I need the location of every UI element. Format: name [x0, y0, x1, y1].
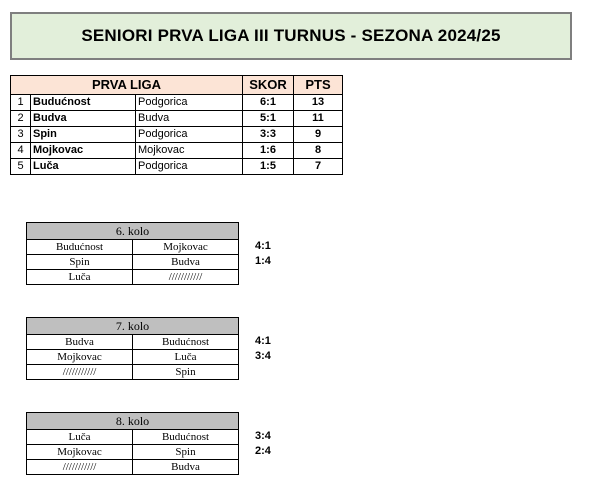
skor-cell: 6:1 — [243, 95, 294, 111]
round-6-scores — [255, 239, 271, 269]
skor-cell: 1:6 — [243, 143, 294, 159]
rank-cell: 3 — [11, 127, 31, 143]
round-6-table — [26, 222, 239, 285]
table-row — [11, 111, 343, 127]
home-team: /////////// — [27, 460, 133, 475]
round-7-scores — [255, 334, 271, 364]
team-cell: Mojkovac — [31, 143, 136, 159]
match-row — [27, 460, 239, 475]
match-score: 4:1 — [255, 335, 271, 347]
team-cell: Spin — [31, 127, 136, 143]
skor-header: SKOR — [243, 76, 294, 95]
pts-cell: 13 — [294, 95, 343, 111]
rank-cell: 1 — [11, 95, 31, 111]
round-8-table — [26, 412, 239, 475]
match-score: 3:4 — [255, 350, 271, 362]
home-team: /////////// — [27, 365, 133, 380]
home-team: Budva — [27, 335, 133, 350]
away-team: Budućnost — [133, 430, 239, 445]
standings-header-row — [11, 76, 343, 95]
match-row — [27, 365, 239, 380]
city-cell: Mojkovac — [136, 143, 243, 159]
away-team: Luča — [133, 350, 239, 365]
standings-table — [10, 75, 343, 175]
skor-cell: 1:5 — [243, 159, 294, 175]
home-team: Luča — [27, 430, 133, 445]
home-team: Luča — [27, 270, 133, 285]
away-team: Budva — [133, 460, 239, 475]
rank-cell: 2 — [11, 111, 31, 127]
away-team: Budućnost — [133, 335, 239, 350]
away-team: /////////// — [133, 270, 239, 285]
home-team: Budućnost — [27, 240, 133, 255]
match-row — [27, 335, 239, 350]
match-score: 1:4 — [255, 255, 271, 267]
away-team: Mojkovac — [133, 240, 239, 255]
match-row — [27, 430, 239, 445]
city-cell: Podgorica — [136, 159, 243, 175]
away-team: Spin — [133, 445, 239, 460]
match-row — [27, 350, 239, 365]
match-row — [27, 240, 239, 255]
round-title: 7. kolo — [27, 318, 239, 335]
pts-header: PTS — [294, 76, 343, 95]
match-row — [27, 255, 239, 270]
pts-cell: 8 — [294, 143, 343, 159]
table-row — [11, 127, 343, 143]
match-score: 3:4 — [255, 430, 271, 442]
league-header: PRVA LIGA — [11, 76, 243, 95]
page-title: SENIORI PRVA LIGA III TURNUS - SEZONA 2024/25 — [10, 12, 572, 60]
pts-cell: 7 — [294, 159, 343, 175]
match-score: 4:1 — [255, 240, 271, 252]
match-row — [27, 445, 239, 460]
match-score: 2:4 — [255, 445, 271, 457]
table-row — [11, 143, 343, 159]
skor-cell: 5:1 — [243, 111, 294, 127]
away-team: Budva — [133, 255, 239, 270]
team-cell: Budva — [31, 111, 136, 127]
round-8-scores — [255, 429, 271, 459]
team-cell: Luča — [31, 159, 136, 175]
city-cell: Podgorica — [136, 95, 243, 111]
pts-cell: 9 — [294, 127, 343, 143]
away-team: Spin — [133, 365, 239, 380]
table-row — [11, 95, 343, 111]
home-team: Mojkovac — [27, 350, 133, 365]
team-cell: Budućnost — [31, 95, 136, 111]
city-cell: Podgorica — [136, 127, 243, 143]
rank-cell: 5 — [11, 159, 31, 175]
round-title: 6. kolo — [27, 223, 239, 240]
home-team: Spin — [27, 255, 133, 270]
rank-cell: 4 — [11, 143, 31, 159]
pts-cell: 11 — [294, 111, 343, 127]
match-row — [27, 270, 239, 285]
home-team: Mojkovac — [27, 445, 133, 460]
skor-cell: 3:3 — [243, 127, 294, 143]
table-row — [11, 159, 343, 175]
round-title: 8. kolo — [27, 413, 239, 430]
city-cell: Budva — [136, 111, 243, 127]
round-7-table — [26, 317, 239, 380]
